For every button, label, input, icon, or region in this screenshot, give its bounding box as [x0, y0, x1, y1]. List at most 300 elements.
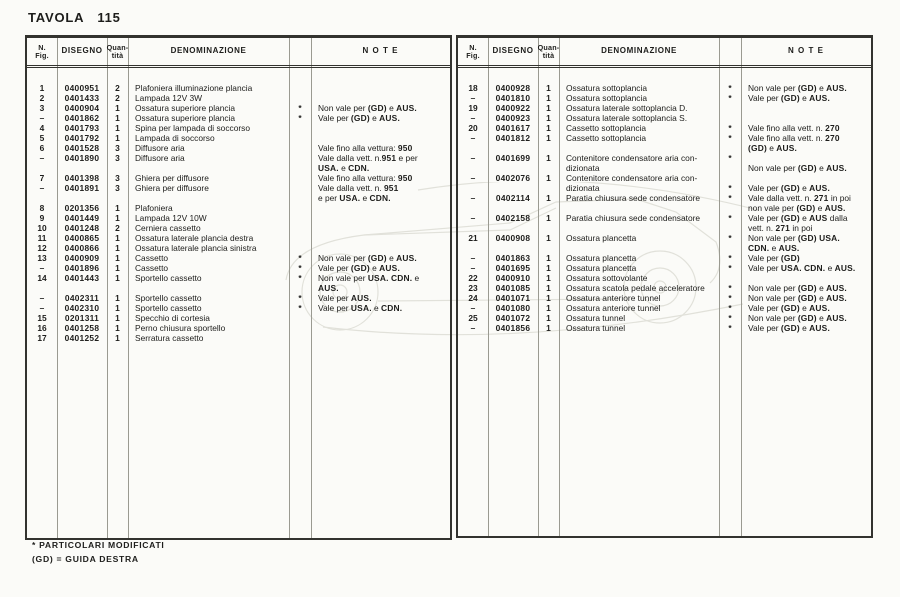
quantity-cell: 1 — [546, 293, 551, 303]
quantity-cell — [538, 243, 559, 253]
fig-cell: 10 — [37, 223, 47, 233]
header-note: N O T E — [362, 46, 399, 56]
fig-cell — [458, 163, 488, 173]
note-cell: e per USA. e CDN. — [318, 193, 391, 203]
disegno-cell: 0401896 — [64, 263, 100, 273]
denominazione-cell: Ossatura plancetta — [566, 263, 637, 273]
table-header — [27, 38, 450, 68]
disegno-cell: 0401258 — [64, 323, 100, 333]
disegno-cell: 0400909 — [64, 253, 100, 263]
denominazione-cell: Ossatura plancetta — [566, 253, 637, 263]
modified-star-cell — [289, 153, 311, 163]
quantity-cell: 1 — [546, 233, 551, 243]
fig-cell: 19 — [468, 103, 478, 113]
modified-star-cell: * — [298, 293, 302, 303]
modified-star-cell: * — [728, 233, 732, 243]
fig-cell: 9 — [39, 213, 45, 223]
note-cell: Vale fino alla vettura: 950 — [318, 173, 413, 183]
fig-cell: – — [470, 303, 476, 313]
note-cell: Non vale per (GD) e AUS. — [748, 163, 847, 173]
table-row — [27, 213, 450, 223]
denominazione-cell: Ossatura laterale sottoplancia S. — [566, 113, 688, 123]
denominazione-cell: Ossatura laterale plancia sinistra — [135, 243, 257, 253]
note-cell: Vale per (GD) — [748, 253, 800, 263]
modified-star-cell: * — [728, 293, 732, 303]
disegno-cell — [57, 163, 107, 173]
disegno-cell — [488, 223, 538, 233]
note-cell — [741, 103, 871, 113]
title-label: TAVOLA — [28, 10, 85, 25]
table-header — [458, 38, 871, 68]
fig-cell: 6 — [39, 143, 45, 153]
table-row — [27, 283, 450, 293]
denominazione-cell — [559, 243, 719, 253]
modified-star-cell: * — [298, 113, 302, 123]
quantity-cell: 1 — [546, 193, 551, 203]
denominazione-cell: Cassetto — [135, 263, 169, 273]
table-row — [458, 253, 871, 263]
note-cell: Vale per (GD) e AUS. — [318, 113, 400, 123]
disegno-cell: 0401617 — [495, 123, 531, 133]
quantity-cell: 1 — [546, 283, 551, 293]
table-row — [458, 263, 871, 273]
fig-cell: – — [470, 93, 476, 103]
disegno-cell: 0400866 — [64, 243, 100, 253]
footnote-modified-parts: * PARTICOLARI MODIFICATI — [32, 540, 165, 550]
table-row — [458, 153, 871, 163]
denominazione-cell: Plafoniera illuminazione plancia — [135, 83, 253, 93]
modified-star-cell: * — [728, 93, 732, 103]
fig-cell: 20 — [468, 123, 478, 133]
note-cell — [741, 273, 871, 283]
fig-cell — [458, 143, 488, 153]
table-row — [27, 83, 450, 93]
table-row — [27, 203, 450, 213]
denominazione-cell: Ossatura laterale plancia destra — [135, 233, 254, 243]
fig-cell: 15 — [37, 313, 47, 323]
note-cell: vett. n. 271 in poi — [748, 223, 813, 233]
header-fig: N. Fig. — [35, 42, 49, 60]
modified-star-cell — [289, 93, 311, 103]
quantity-cell: 1 — [546, 93, 551, 103]
disegno-cell: 0401862 — [64, 113, 100, 123]
fig-cell: 22 — [468, 273, 478, 283]
table-row — [458, 193, 871, 203]
disegno-cell: 0402310 — [64, 303, 100, 313]
note-cell: Non vale per (GD) e AUS. — [318, 253, 417, 263]
quantity-cell: 1 — [115, 203, 120, 213]
note-cell — [311, 313, 450, 323]
quantity-cell: 1 — [115, 253, 120, 263]
modified-star-cell — [289, 313, 311, 323]
parts-table-left — [25, 35, 452, 540]
modified-star-cell: * — [728, 283, 732, 293]
denominazione-cell: Ossatura tunnel — [566, 323, 626, 333]
denominazione-cell: dizionata — [566, 183, 600, 193]
fig-cell: – — [470, 263, 476, 273]
table-row — [458, 313, 871, 323]
modified-star-cell: * — [728, 83, 732, 93]
note-cell: Vale dalla vett. n. 271 in poi — [748, 193, 851, 203]
quantity-cell: 1 — [115, 133, 120, 143]
disegno-cell: 0400908 — [495, 233, 531, 243]
disegno-cell: 0401792 — [64, 133, 100, 143]
modified-star-cell: * — [728, 153, 732, 163]
denominazione-cell: Specchio di cortesia — [135, 313, 210, 323]
denominazione-cell: Ossatura superiore plancia — [135, 113, 236, 123]
denominazione-cell: Ossatura laterale sottoplancia D. — [566, 103, 688, 113]
quantity-cell: 1 — [115, 293, 120, 303]
fig-cell: – — [470, 173, 476, 183]
denominazione-cell: Ossatura sottoplancia — [566, 83, 648, 93]
modified-star-cell: * — [298, 263, 302, 273]
table-row — [458, 233, 871, 243]
denominazione-cell: Ossatura scatola pedale acceleratore — [566, 283, 705, 293]
disegno-cell: 0401252 — [64, 333, 100, 343]
parts-table-right — [456, 35, 873, 538]
note-cell: non vale per (GD) e AUS. — [748, 203, 846, 213]
disegno-cell: 0401890 — [64, 153, 100, 163]
note-cell: Non vale per (GD) e AUS. — [748, 283, 847, 293]
fig-cell: 1 — [39, 83, 45, 93]
quantity-cell: 1 — [115, 213, 120, 223]
modified-star-cell — [289, 233, 311, 243]
note-cell — [311, 123, 450, 133]
disegno-cell: 0400910 — [495, 273, 531, 283]
fig-cell: 23 — [468, 283, 478, 293]
denominazione-cell: Ossatura tunnel — [566, 313, 626, 323]
denominazione-cell: Paratia chiusura sede condensatore — [566, 213, 701, 223]
denominazione-cell: Sportello cassetto — [135, 303, 202, 313]
fig-cell: 25 — [468, 313, 478, 323]
modified-star-cell: * — [728, 313, 732, 323]
table-row — [27, 223, 450, 233]
fig-cell: 7 — [39, 173, 45, 183]
denominazione-cell — [128, 163, 289, 173]
table-row — [27, 113, 450, 123]
disegno-cell — [57, 193, 107, 203]
note-cell — [741, 153, 871, 163]
note-cell — [311, 243, 450, 253]
disegno-cell: 0401443 — [64, 273, 100, 283]
disegno-cell: 0401072 — [495, 313, 531, 323]
denominazione-cell: Ghiera per diffusore — [135, 173, 209, 183]
modified-star-cell — [289, 163, 311, 173]
modified-star-cell: * — [728, 303, 732, 313]
note-cell: AUS. — [318, 283, 339, 293]
table-row — [458, 103, 871, 113]
modified-star-cell: * — [728, 323, 732, 333]
fig-cell: – — [470, 253, 476, 263]
table-row — [458, 123, 871, 133]
fig-cell: 3 — [39, 103, 45, 113]
fig-cell — [458, 243, 488, 253]
quantity-cell: 1 — [546, 113, 551, 123]
fig-cell: 8 — [39, 203, 45, 213]
quantity-cell: 1 — [546, 323, 551, 333]
header-quantita: Quan- tità — [537, 42, 560, 60]
note-cell — [311, 83, 450, 93]
modified-star-cell — [289, 133, 311, 143]
note-cell: Vale dalla vett. n. 951 — [318, 183, 399, 193]
quantity-cell: 1 — [115, 323, 120, 333]
table-row — [27, 123, 450, 133]
header-denominazione: DENOMINAZIONE — [601, 46, 677, 56]
quantity-cell: 1 — [115, 113, 120, 123]
table-row — [458, 303, 871, 313]
quantity-cell: 3 — [115, 173, 120, 183]
note-cell — [311, 93, 450, 103]
disegno-cell: 0402158 — [495, 213, 531, 223]
quantity-cell: 1 — [546, 153, 551, 163]
table-row — [27, 273, 450, 283]
modified-star-cell — [289, 123, 311, 133]
disegno-cell: 0401071 — [495, 293, 531, 303]
modified-star-cell: * — [728, 123, 732, 133]
note-cell: Non vale per (GD) e AUS. — [318, 103, 417, 113]
table-row — [27, 143, 450, 153]
modified-star-cell: * — [728, 193, 732, 203]
disegno-cell — [488, 203, 538, 213]
disegno-cell: 0400923 — [495, 113, 531, 123]
table-row — [458, 183, 871, 193]
table-row — [458, 293, 871, 303]
note-cell — [311, 323, 450, 333]
denominazione-cell: Sportello cassetto — [135, 273, 202, 283]
table-row — [458, 223, 871, 233]
disegno-cell — [57, 283, 107, 293]
fig-cell: – — [39, 183, 45, 193]
quantity-cell: 1 — [115, 273, 120, 283]
modified-star-cell: * — [298, 273, 302, 283]
disegno-cell: 0401856 — [495, 323, 531, 333]
quantity-cell — [538, 143, 559, 153]
quantity-cell: 1 — [546, 173, 551, 183]
denominazione-cell: Sportello cassetto — [135, 293, 202, 303]
disegno-cell: 0201311 — [64, 313, 100, 323]
table-row — [458, 113, 871, 123]
note-cell: Vale per (GD) e AUS. — [748, 93, 830, 103]
denominazione-cell: Cassetto sottoplancia — [566, 123, 647, 133]
page-title — [28, 10, 121, 25]
table-row — [458, 143, 871, 153]
note-cell: Vale per USA. CDN. e AUS. — [748, 263, 856, 273]
fig-cell — [27, 283, 57, 293]
denominazione-cell: Ossatura sottovolante — [566, 273, 648, 283]
quantity-cell — [107, 163, 128, 173]
disegno-cell: 0401398 — [64, 173, 100, 183]
modified-star-cell — [289, 283, 311, 293]
quantity-cell: 2 — [115, 223, 120, 233]
denominazione-cell: Cassetto — [135, 253, 169, 263]
denominazione-cell: Ossatura plancetta — [566, 233, 637, 243]
quantity-cell: 1 — [546, 103, 551, 113]
fig-cell: – — [470, 133, 476, 143]
disegno-cell: 0401891 — [64, 183, 100, 193]
disegno-cell — [488, 243, 538, 253]
denominazione-cell: Paratia chiusura sede condensatore — [566, 193, 701, 203]
note-cell — [311, 203, 450, 213]
modified-star-cell — [719, 103, 741, 113]
table-row — [27, 183, 450, 193]
note-cell: Non vale per (GD) e AUS. — [748, 83, 847, 93]
disegno-cell: 0401085 — [495, 283, 531, 293]
table-row — [27, 133, 450, 143]
note-cell: Non vale per USA. CDN. e — [318, 273, 420, 283]
table-row — [27, 153, 450, 163]
table-body — [27, 68, 450, 343]
disegno-cell: 0401863 — [495, 253, 531, 263]
note-cell: USA. e CDN. — [318, 163, 370, 173]
disegno-cell: 0400951 — [64, 83, 100, 93]
quantity-cell: 3 — [115, 143, 120, 153]
fig-cell: 11 — [37, 233, 47, 243]
denominazione-cell: Cassetto sottoplancia — [566, 133, 647, 143]
disegno-cell: 0401433 — [64, 93, 100, 103]
fig-cell: 16 — [37, 323, 47, 333]
table-row — [27, 103, 450, 113]
modified-star-cell — [719, 113, 741, 123]
table-row — [27, 313, 450, 323]
modified-star-cell — [719, 203, 741, 213]
disegno-cell: 0401449 — [64, 213, 100, 223]
quantity-cell: 1 — [546, 123, 551, 133]
table-row — [458, 213, 871, 223]
fig-cell: 13 — [37, 253, 47, 263]
modified-star-cell: * — [298, 253, 302, 263]
quantity-cell: 2 — [115, 83, 120, 93]
fig-cell: 12 — [37, 243, 47, 253]
note-cell — [311, 333, 450, 343]
note-cell — [741, 173, 871, 183]
quantity-cell: 1 — [546, 83, 551, 93]
note-cell — [741, 113, 871, 123]
fig-cell: – — [470, 323, 476, 333]
fig-cell: – — [39, 113, 45, 123]
modified-star-cell — [289, 223, 311, 233]
fig-cell: – — [39, 293, 45, 303]
fig-cell — [27, 163, 57, 173]
table-row — [27, 323, 450, 333]
quantity-cell — [538, 183, 559, 193]
fig-cell: – — [39, 263, 45, 273]
note-cell: Non vale per (GD) e AUS. — [748, 313, 847, 323]
disegno-cell: 0400865 — [64, 233, 100, 243]
modified-star-cell — [719, 243, 741, 253]
modified-star-cell — [289, 183, 311, 193]
note-cell: Vale fino alla vettura: 950 — [318, 143, 413, 153]
denominazione-cell — [128, 283, 289, 293]
table-row — [458, 323, 871, 333]
table-row — [27, 263, 450, 273]
fig-cell — [458, 183, 488, 193]
note-cell: (GD) e AUS. — [748, 143, 798, 153]
fig-cell — [27, 193, 57, 203]
denominazione-cell: Contenitore condensatore aria con- — [566, 153, 698, 163]
note-cell: Vale dalla vett. n.951 e per — [318, 153, 418, 163]
footnote-gd-legend: (GD) = GUIDA DESTRA — [32, 554, 139, 564]
quantity-cell — [107, 193, 128, 203]
note-cell: Non vale per (GD) USA. — [748, 233, 840, 243]
fig-cell: 21 — [468, 233, 478, 243]
note-cell — [311, 223, 450, 233]
modified-star-cell — [289, 213, 311, 223]
disegno-cell: 0400928 — [495, 83, 531, 93]
denominazione-cell: Perno chiusura sportello — [135, 323, 226, 333]
quantity-cell — [107, 283, 128, 293]
quantity-cell: 3 — [115, 153, 120, 163]
modified-star-cell — [289, 243, 311, 253]
quantity-cell: 1 — [546, 133, 551, 143]
quantity-cell: 1 — [115, 243, 120, 253]
denominazione-cell: Plafoniera — [135, 203, 173, 213]
table-body — [458, 68, 871, 333]
disegno-cell: 0401080 — [495, 303, 531, 313]
denominazione-cell: Serratura cassetto — [135, 333, 204, 343]
quantity-cell: 1 — [115, 333, 120, 343]
header-disegno: DISEGNO — [61, 46, 103, 56]
denominazione-cell: Contenitore condensatore aria con- — [566, 173, 698, 183]
denominazione-cell: Diffusore aria — [135, 143, 185, 153]
denominazione-cell: Ossatura superiore plancia — [135, 103, 236, 113]
modified-star-cell — [719, 173, 741, 183]
table-row — [27, 93, 450, 103]
header-quantita: Quan- tità — [106, 42, 129, 60]
quantity-cell: 3 — [115, 183, 120, 193]
table-row — [458, 93, 871, 103]
header-disegno: DISEGNO — [492, 46, 534, 56]
fig-cell: – — [470, 213, 476, 223]
quantity-cell: 1 — [115, 103, 120, 113]
modified-star-cell — [719, 273, 741, 283]
note-cell: Vale per USA. e CDN. — [318, 303, 403, 313]
disegno-cell: 0401528 — [64, 143, 100, 153]
note-cell: Vale per (GD) e AUS dalla — [748, 213, 848, 223]
denominazione-cell: Ossatura sottoplancia — [566, 93, 648, 103]
disegno-cell: 0201356 — [64, 203, 100, 213]
modified-star-cell — [289, 193, 311, 203]
denominazione-cell — [559, 203, 719, 213]
quantity-cell: 1 — [546, 213, 551, 223]
table-row — [27, 293, 450, 303]
denominazione-cell: Ghiera per diffusore — [135, 183, 209, 193]
disegno-cell: 0401812 — [495, 133, 531, 143]
table-row — [27, 253, 450, 263]
fig-cell: – — [39, 153, 45, 163]
denominazione-cell: dizionata — [566, 163, 600, 173]
disegno-cell: 0402114 — [495, 193, 531, 203]
fig-cell: 2 — [39, 93, 45, 103]
quantity-cell — [538, 203, 559, 213]
modified-star-cell — [289, 203, 311, 213]
quantity-cell: 1 — [115, 313, 120, 323]
note-cell: Vale per (GD) e AUS. — [748, 183, 830, 193]
fig-cell: – — [39, 303, 45, 313]
modified-star-cell: * — [298, 303, 302, 313]
note-cell: CDN. e AUS. — [748, 243, 800, 253]
disegno-cell: 0401793 — [64, 123, 100, 133]
denominazione-cell — [128, 193, 289, 203]
note-cell: Vale per (GD) e AUS. — [318, 263, 400, 273]
quantity-cell: 1 — [546, 253, 551, 263]
title-number: 115 — [97, 10, 121, 25]
modified-star-cell: * — [728, 133, 732, 143]
modified-star-cell: * — [728, 213, 732, 223]
quantity-cell: 1 — [115, 303, 120, 313]
note-cell — [311, 133, 450, 143]
modified-star-cell — [719, 163, 741, 173]
disegno-cell — [488, 183, 538, 193]
